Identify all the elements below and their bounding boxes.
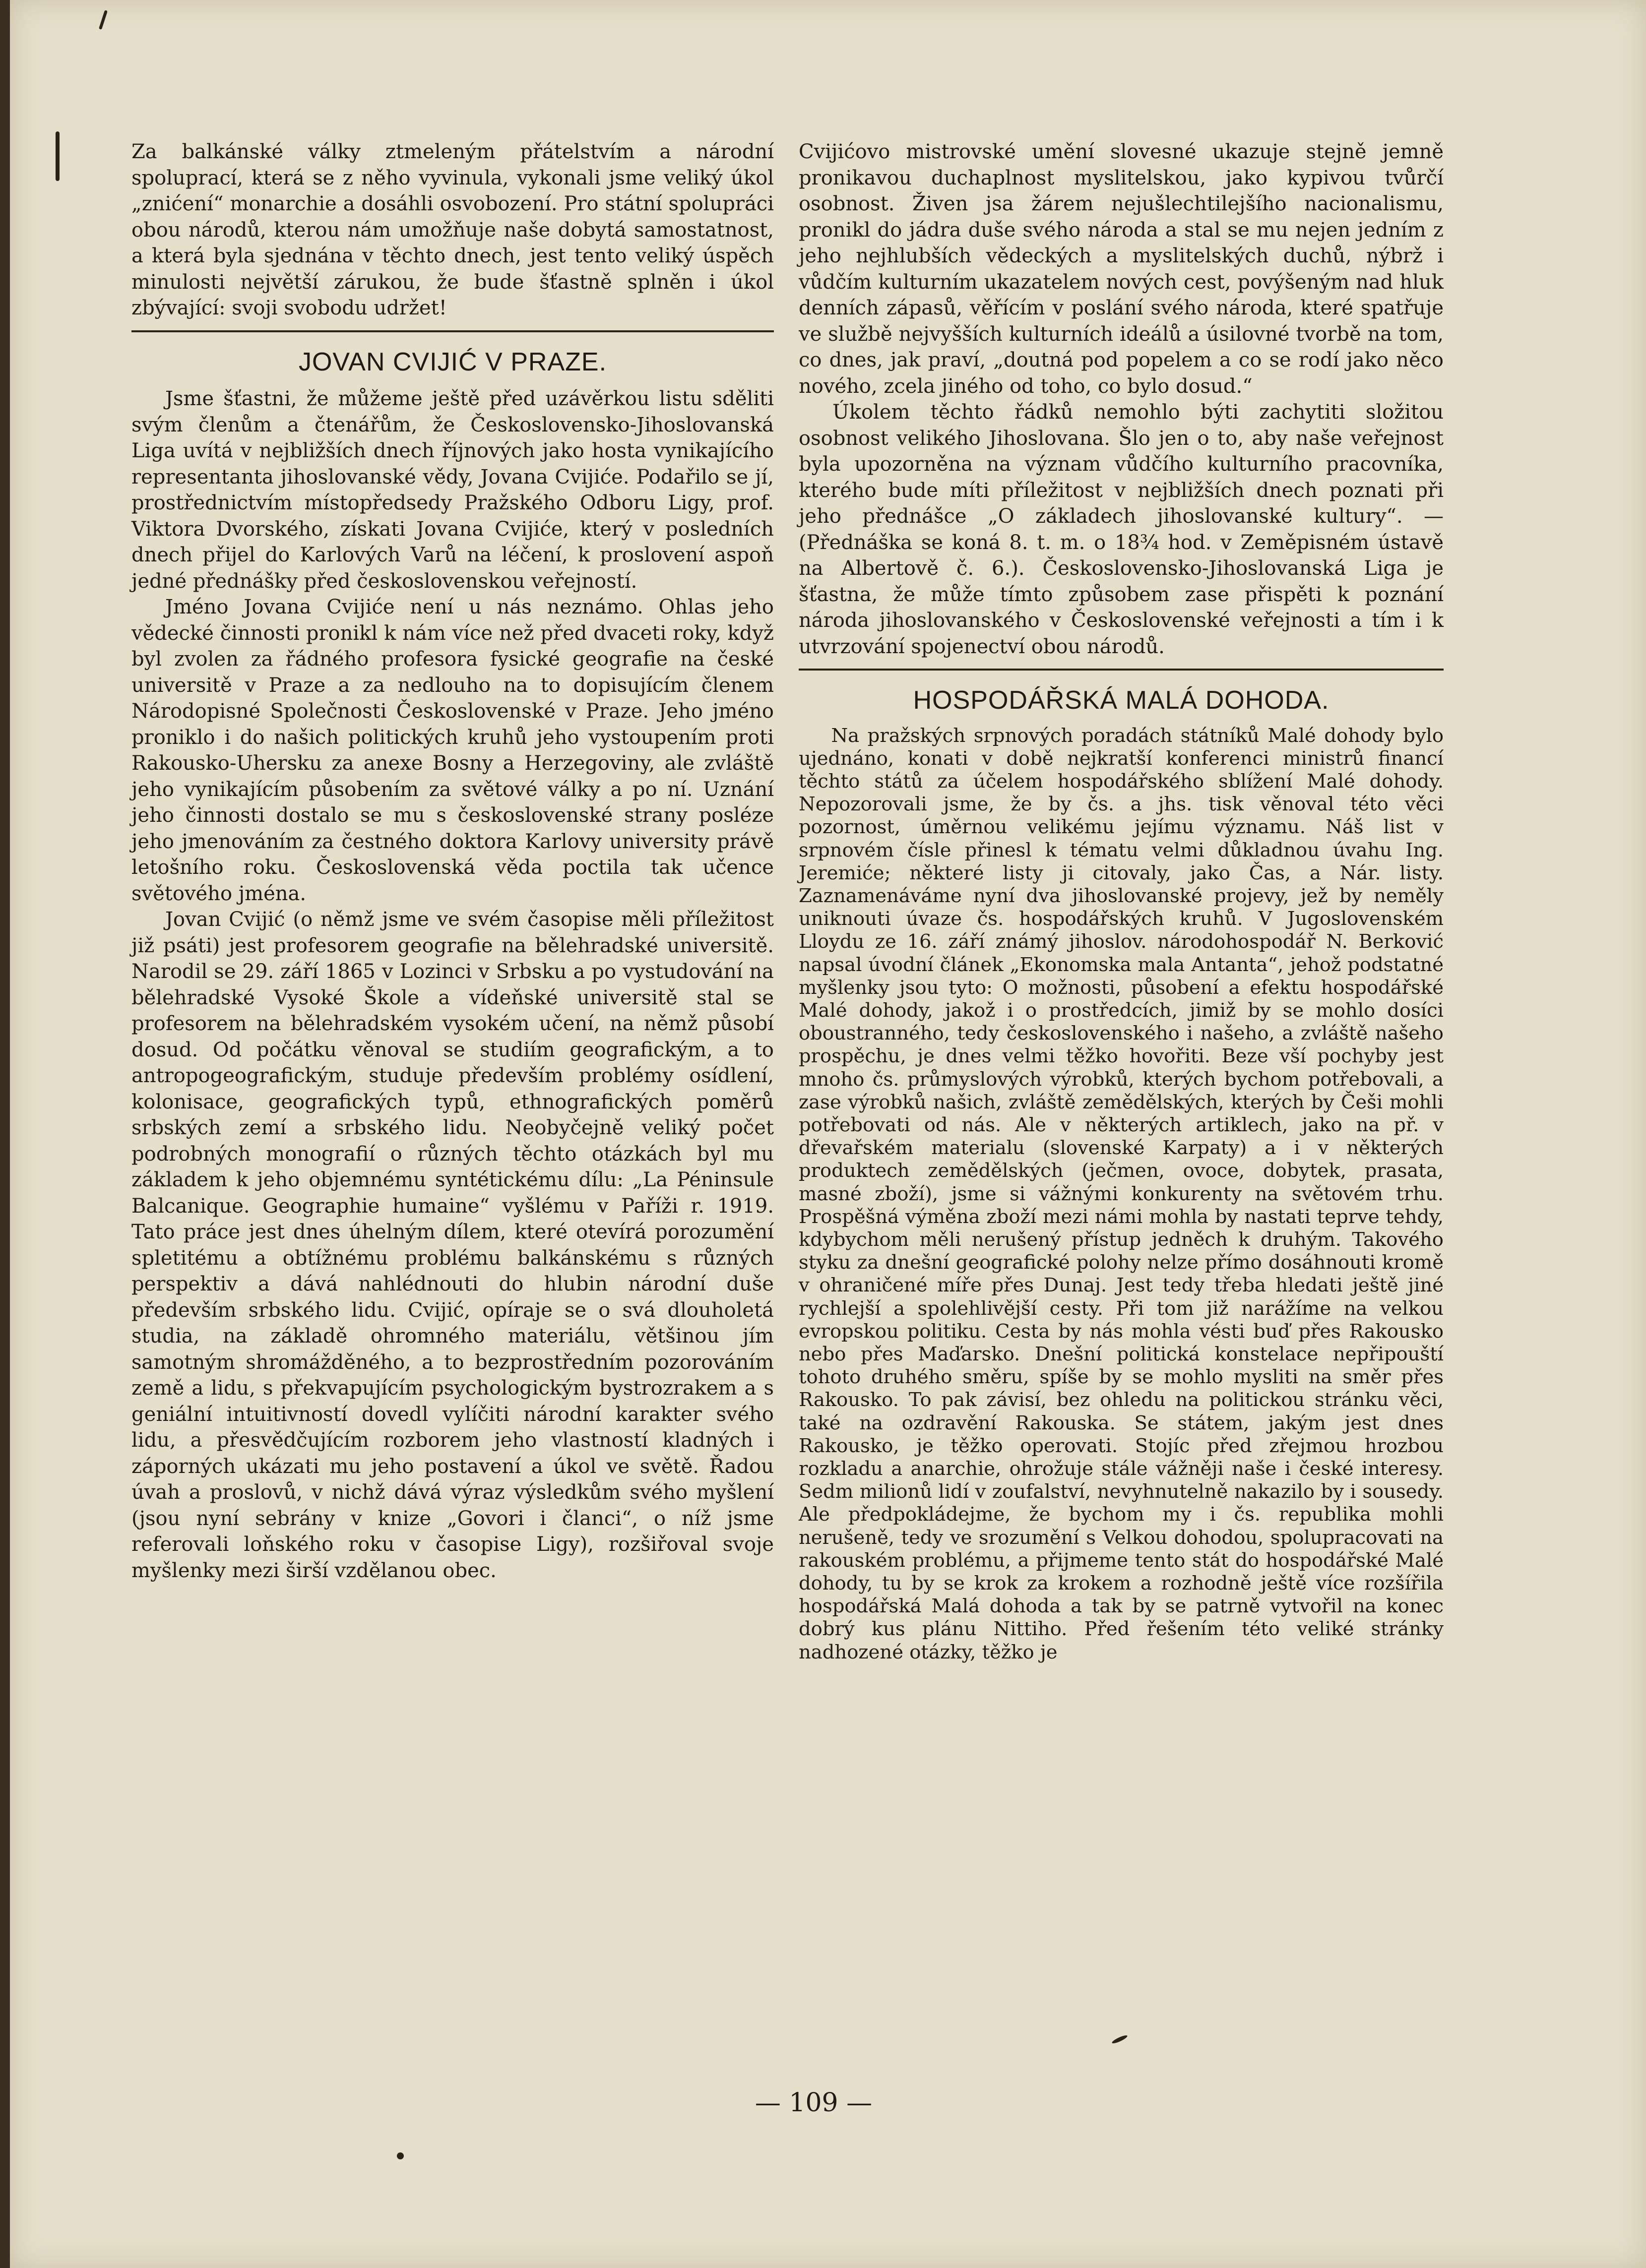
right-column [799, 139, 1444, 1664]
intro-paragraph: Za balkánské války ztmeleným přátelstvím a národní spoluprací, která se z něho vyvinula, vykonali jsme veliký úkol „znićení“ monarchie a dosáhli osvobození. Pro státní spolupráci obou národů, kterou nám umožňuje naše dobytá samostatnost, a která byla sjednána v těchto dnech, jest tento veliký úspěch minulosti největší zárukou, že bude šťastně splněn i úkol zbývající: svoji svobodu udržet! [131, 140, 774, 319]
paragraph: Jovan Cvijić (o němž jsme ve svém časopise měli příležitost již psáti) jest profesorem geografie na bělehradské universitě. Narodil se 29. září 1865 v Lozinci v Srbsku a po vystudování na bělehradské Vysoké Škole a vídeňské universitě stal se profesorem na bělehradském vysokém učení, na němž působí dosud. Od počátku věnoval se studiím geografickým, a to antropogeografickým, studuje především problémy osídlení, kolonisace, geografických typů, ethnografických poměrů srbských zemí a srbského lidu. Neobyčejně veliký počet podrobných monografií o různých těchto otázkách byl mu základem k jeho objemnému syntétickému dílu: „La Péninsule Balcanique. Geographie humaine“ vyšlému v Paříži r. 1919. Tato práce jest dnes úhelným dílem, které otevírá porozumění spletitému a obtížnému problému balkánskému s různých perspektiv a dává nahlédnouti do hlubin národní duše především srbského lidu. Cvijić, opíraje se o svá dlouholetá studia, na základě ohromného materiálu, většinou jím samotným shromážděného, a to bezprostředním pozorováním země a lidu, s překvapujícím psychologickým bystrozrakem a s geniální intuitivností dovedl vylíčiti národní karakter svého lidu, a přesvědčujícím rozborem jeho vlastností kladných i záporných ukázati mu jeho postavení a úkol ve světě. Řadou úvah a proslovů, v nichž dává výraz výsledkům svého myšlení (jsou nyní sebrány v knize „Govori i članci“, o níž jsme referovali loňského roku v časopise Ligy), rozšiřoval svoje myšlenky mezi širší vzdělanou obec. [131, 908, 774, 1582]
paragraph: Úkolem těchto řádků nemohlo býti zachytiti složitou osobnost velikého Jihoslovana. Šlo jen o to, aby naše veřejnost byla upozorněna na význam vůdčího kulturního pracovníka, kterého bude míti příležitost v nejbližších dnech poznati při jeho přednášce „O základech jihoslovanské kultury“. — (Přednáška se koná 8. t. m. o 18¾ hod. v Zeměpisném ústavě na Albertově č. 6.). Československo-Jihoslovanská Liga je šťastna, že může tímto způsobem zase přispěti k poznání národa jihoslovanského v Československé veřejnosti a tím i k utvrzování spojenectví obou národů. [799, 401, 1444, 658]
paragraph: Cvijićovo mistrovské umění slovesné ukazuje stejně jemně pronikavou duchaplnost myslitelskou, jako kypivou tvůrčí osobnost. Živen jsa žárem nejušlechtilejšího nacionalismu, pronikl do jádra duše svého národa a stal se mu nejen jedním z jeho nejhlubších vědeckých a myslitelských duchů, nýbrž i vůdčím kulturním ukazatelem nových cest, povýšeným nad hluk denních zápasů, věřícím v poslání svého národa, které spatřuje ve službě nejvyšších kulturních ideálů a úsilovné tvorbě na tom, co dnes, jak praví, „doutná pod popelem a co se rodí jako něco nového, zcela jiného od toho, co bylo dosud.“ [799, 140, 1444, 398]
ink-smudge-mark [1111, 2034, 1128, 2045]
document-page [10, 0, 1646, 2268]
article-title-hospodarska: HOSPODÁŘSKÁ MALÁ DOHODA. [913, 686, 1329, 715]
article-title-cvijic: JOVAN CVIJIĆ V PRAZE. [298, 347, 607, 376]
edge-tick-mark [99, 10, 108, 30]
ink-dot-mark [397, 2152, 404, 2159]
page-number: — 109 — [755, 2088, 873, 2118]
paragraph: Na pražských srpnových poradách státníků Malé dohody bylo ujednáno, konati v době nejkratší konferenci ministrů financí těchto států za účelem hospodářského sblížení Malé dohody. Nepozorovali jsme, že by čs. a jhs. tisk věnoval této věci pozornost, úměrnou velikému jejímu významu. Náš list v srpnovém čísle přinesl k tématu velmi důkladnou úvahu Ing. Jeremiće; některé listy ji citovaly, jako Čas, a Nár. listy. Zaznamenáváme nyní dva jihoslovanské projevy, jež by neměly uniknouti úvaze čs. hospodářských kruhů. V Jugoslovenském Lloydu ze 16. září známý jihoslov. národohospodář N. Berković napsal úvodní článek „Ekonomska mala Antanta“, jehož podstatné myšlenky jsou tyto: O možnosti, působení a efektu hospodářské Malé dohody, jakož i o prostředcích, jimiž by se mohlo dosíci oboustranného, tedy československého i našeho, a zvláště našeho prospěchu, je dnes velmi těžko hovořiti. Beze vší pochyby jest mnoho čs. průmyslových výrobků, kterých bychom potřebovali, a zase výrobků našich, zvláště zemědělských, kterých by Češi mohli potřebovati od nás. Ale v některých artiklech, jako na př. v dřevařském materialu (slovenské Karpaty) a i v některých produktech zemědělských (ječmen, ovoce, dobytek, prasata, masné zboží), jsme si vážnými konkurenty na světovém trhu. Prospěšná výměna zboží mezi námi mohla by nastati teprve tehdy, kdybychom měli nerušený přístup jedněch k druhým. Takového styku za dnešní geografické polohy nelze přímo dosáhnouti kromě v ohraničené míře přes Dunaj. Jest tedy třeba hledati ještě jiné rychlejší a spolehlivější cesty. Při tom již narážíme na velkou evropskou politiku. Cesta by nás mohla vésti buď přes Rakousko nebo přes Maďarsko. Dnešní politická konstelace nepřipouští tohoto druhého směru, spíše by se mohlo mysliti na směr přes Rakousko. To pak závisí, bez ohledu na politickou stránku věci, také na ozdravění Rakouska. Se státem, jakým jest dnes Rakousko, je těžko operovati. Stojíc před zřejmou hrozbou rozkladu a anarchie, ohrožuje stále vážněji naše i české interesy. Sedm milionů lidí v zoufalství, nevyhnutelně nakazilo by i sousedy. Ale předpokládejme, že bychom my i čs. republika mohli nerušeně, tedy ve srozumění s Velkou dohodou, spolupracovati na rakouském problému, a přijmeme tento stát do hospodářské Malé dohody, tu by se krok za krokem a rozhodně ještě více rozšířila hospodářská Malá dohoda a tak by se patrně vytvořil na konec dobrý kus plánu Nittiho. Před řešením této veliké stránky nadhozené otázky, těžko je [799, 724, 1444, 1663]
section-divider [131, 330, 774, 332]
left-column [131, 139, 774, 1584]
paragraph: Jsme šťastni, že můžeme ještě před uzávěrkou listu sděliti svým členům a čtenářům, že Československo-Jihoslovanská Liga uvítá v nejbližších dnech říjnových jako hosta vynikajícího representanta jihoslovanské vědy, Jovana Cvijiće. Podařilo se jí, prostřednictvím místopředsedy Pražského Odboru Ligy, prof. Viktora Dvorského, získati Jovana Cvijiće, který v posledních dnech přijel do Karlových Varů na léčení, k proslovení aspoň jedné přednášky před československou veřejností. [131, 387, 774, 593]
margin-mark [56, 131, 60, 181]
section-divider [799, 669, 1444, 671]
paragraph: Jméno Jovana Cvijiće není u nás neznámo. Ohlas jeho vědecké činnosti pronikl k nám více než před dvaceti roky, když byl zvolen za řádného profesora fysické geografie na české universitě v Praze a za nedlouho na to dopisujícím členem Národopisné Společnosti Československé v Praze. Jeho jméno proniklo i do našich politických kruhů jeho vystoupením proti Rakousko-Uhersku za anexe Bosny a Herzegoviny, ale zvláště jeho vynikajícím působením za světové války a po ní. Uznání jeho činnosti dostalo se mu s československé strany posléze jeho jmenováním za čestného doktora Karlovy university právě letošního roku. Československá věda poctila tak učence světového jména. [131, 596, 774, 905]
